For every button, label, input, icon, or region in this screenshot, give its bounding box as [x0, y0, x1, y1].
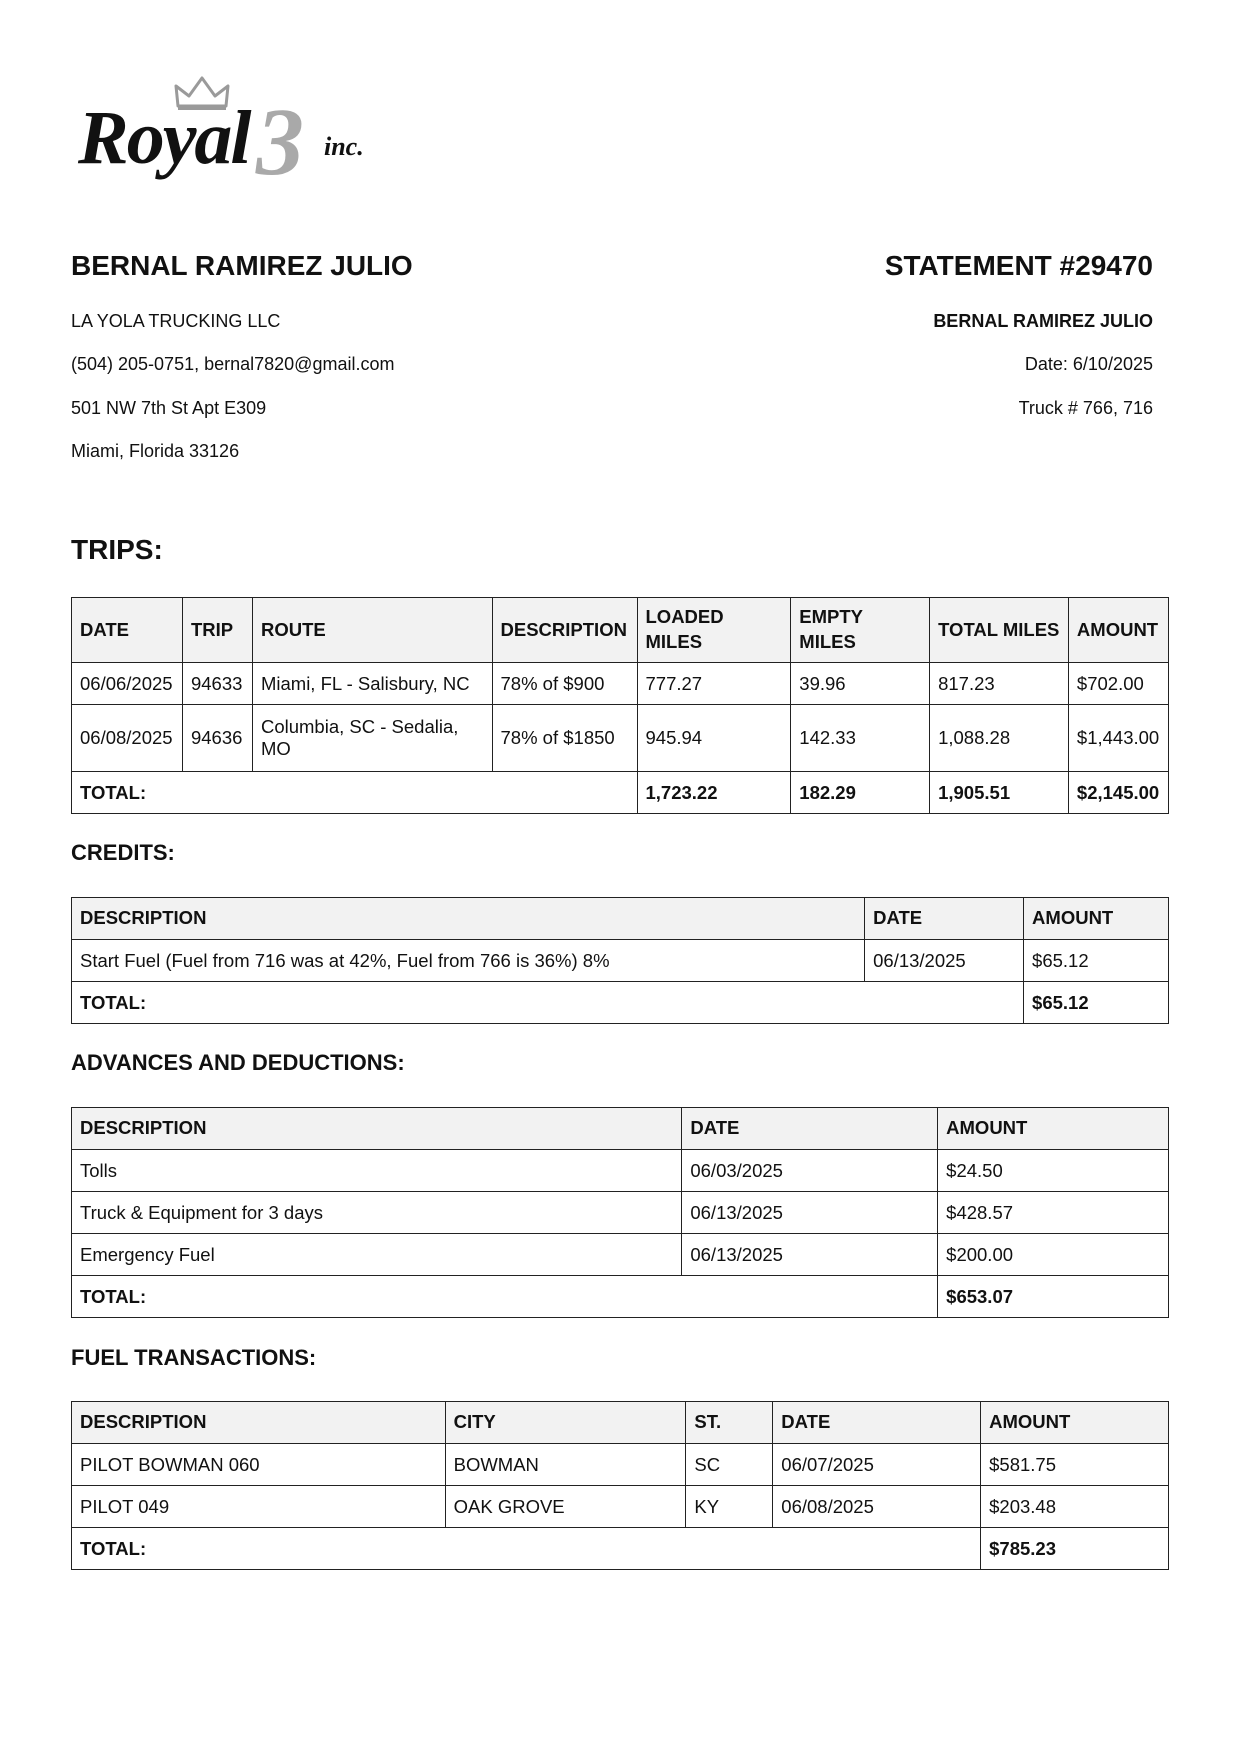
credits-heading: CREDITS: [71, 840, 175, 865]
table-row [72, 1234, 1169, 1276]
table-cell: PILOT 049 [72, 1486, 446, 1528]
total-amount: $65.12 [1024, 982, 1169, 1024]
table-cell: Start Fuel (Fuel from 716 was at 42%, Fuel from 766 is 36%) 8% [72, 940, 865, 982]
total-label: TOTAL: [72, 1276, 938, 1318]
column-header: AMOUNT [981, 1402, 1169, 1444]
column-header: AMOUNT [1024, 898, 1169, 940]
column-header: ROUTE [252, 598, 492, 663]
table-total-row [72, 772, 1169, 814]
table-total-row [72, 1276, 1169, 1318]
fuel-table [71, 1401, 1169, 1570]
table-header-row [72, 898, 1169, 940]
table-header-row [72, 1108, 1169, 1150]
table-cell: 94636 [182, 705, 252, 772]
table-header-row [72, 598, 1169, 663]
logo-suffix: inc. [324, 132, 364, 161]
column-header: DESCRIPTION [72, 1108, 682, 1150]
total-amount: $2,145.00 [1068, 772, 1168, 814]
column-header: DESCRIPTION [72, 898, 865, 940]
table-cell: OAK GROVE [445, 1486, 686, 1528]
table-cell: $702.00 [1068, 663, 1168, 705]
column-header: TRIP [182, 598, 252, 663]
column-header: LOADED MILES [637, 598, 791, 663]
table-cell: BOWMAN [445, 1444, 686, 1486]
column-header: ST. [686, 1402, 773, 1444]
company-name: LA YOLA TRUCKING LLC [71, 311, 281, 331]
table-row [72, 1444, 1169, 1486]
total-amount: $653.07 [938, 1276, 1169, 1318]
column-header: DATE [682, 1108, 938, 1150]
table-cell: 94633 [182, 663, 252, 705]
table-cell: Emergency Fuel [72, 1234, 682, 1276]
address-line-1: 501 NW 7th St Apt E309 [71, 398, 267, 418]
column-header: AMOUNT [938, 1108, 1169, 1150]
driver-name-heading: BERNAL RAMIREZ JULIO [71, 250, 413, 281]
column-header: TOTAL MILES [930, 598, 1069, 663]
table-cell: $1,443.00 [1068, 705, 1168, 772]
column-header: DATE [773, 1402, 981, 1444]
table-total-row [72, 982, 1169, 1024]
total-label: TOTAL: [72, 772, 638, 814]
table-cell: $200.00 [938, 1234, 1169, 1276]
table-row [72, 705, 1169, 772]
table-row [72, 1150, 1169, 1192]
address-line-2: Miami, Florida 33126 [71, 441, 240, 461]
table-cell: $428.57 [938, 1192, 1169, 1234]
table-cell: $65.12 [1024, 940, 1169, 982]
table-cell: 1,088.28 [930, 705, 1069, 772]
table-cell: KY [686, 1486, 773, 1528]
table-cell: 06/07/2025 [773, 1444, 981, 1486]
table-cell: Tolls [72, 1150, 682, 1192]
column-header: DESCRIPTION [72, 1402, 446, 1444]
truck-numbers: Truck # 766, 716 [1018, 398, 1153, 418]
statement-driver-name: BERNAL RAMIREZ JULIO [933, 311, 1153, 331]
column-header: DATE [865, 898, 1024, 940]
trips-table [71, 597, 1169, 814]
statement-date: Date: 6/10/2025 [1024, 354, 1153, 374]
table-cell: 06/03/2025 [682, 1150, 938, 1192]
total-amount: $785.23 [981, 1528, 1169, 1570]
table-cell: $581.75 [981, 1444, 1169, 1486]
statement-title: STATEMENT #29470 [884, 250, 1153, 281]
total-label: TOTAL: [72, 1528, 981, 1570]
credits-table [71, 897, 1169, 1024]
table-cell: 06/13/2025 [682, 1234, 938, 1276]
table-cell: 817.23 [930, 663, 1069, 705]
table-cell: 06/13/2025 [682, 1192, 938, 1234]
total-loaded-miles: 1,723.22 [637, 772, 791, 814]
table-cell: 06/08/2025 [773, 1486, 981, 1528]
table-cell: 39.96 [791, 663, 930, 705]
table-cell: 777.27 [637, 663, 791, 705]
table-cell: Columbia, SC - Sedalia, MO [252, 705, 492, 772]
advances-heading: ADVANCES AND DEDUCTIONS: [71, 1050, 405, 1075]
column-header: AMOUNT [1068, 598, 1168, 663]
trips-heading: TRIPS: [71, 534, 163, 565]
table-cell: 06/08/2025 [72, 705, 183, 772]
table-cell: Miami, FL - Salisbury, NC [252, 663, 492, 705]
table-row [72, 1192, 1169, 1234]
table-row [72, 663, 1169, 705]
table-cell: 06/06/2025 [72, 663, 183, 705]
table-header-row [72, 1402, 1169, 1444]
column-header: DESCRIPTION [492, 598, 637, 663]
table-cell: Truck & Equipment for 3 days [72, 1192, 682, 1234]
table-row [72, 940, 1169, 982]
total-empty-miles: 182.29 [791, 772, 930, 814]
table-cell: $203.48 [981, 1486, 1169, 1528]
total-label: TOTAL: [72, 982, 1024, 1024]
advances-table [71, 1107, 1169, 1318]
company-logo [78, 76, 378, 195]
fuel-heading: FUEL TRANSACTIONS: [71, 1345, 317, 1370]
table-cell: PILOT BOWMAN 060 [72, 1444, 446, 1486]
logo-wordmark: Royal [78, 96, 250, 180]
column-header: CITY [445, 1402, 686, 1444]
table-cell: $24.50 [938, 1150, 1169, 1192]
contact-info: (504) 205-0751, bernal7820@gmail.com [71, 354, 395, 374]
table-cell: 945.94 [637, 705, 791, 772]
table-cell: 78% of $900 [492, 663, 637, 705]
table-cell: 142.33 [791, 705, 930, 772]
table-cell: 78% of $1850 [492, 705, 637, 772]
table-cell: SC [686, 1444, 773, 1486]
logo-numeral: 3 [256, 88, 304, 195]
table-total-row [72, 1528, 1169, 1570]
table-cell: 06/13/2025 [865, 940, 1024, 982]
table-row [72, 1486, 1169, 1528]
column-header: EMPTY MILES [791, 598, 930, 663]
column-header: DATE [72, 598, 183, 663]
total-miles: 1,905.51 [930, 772, 1069, 814]
